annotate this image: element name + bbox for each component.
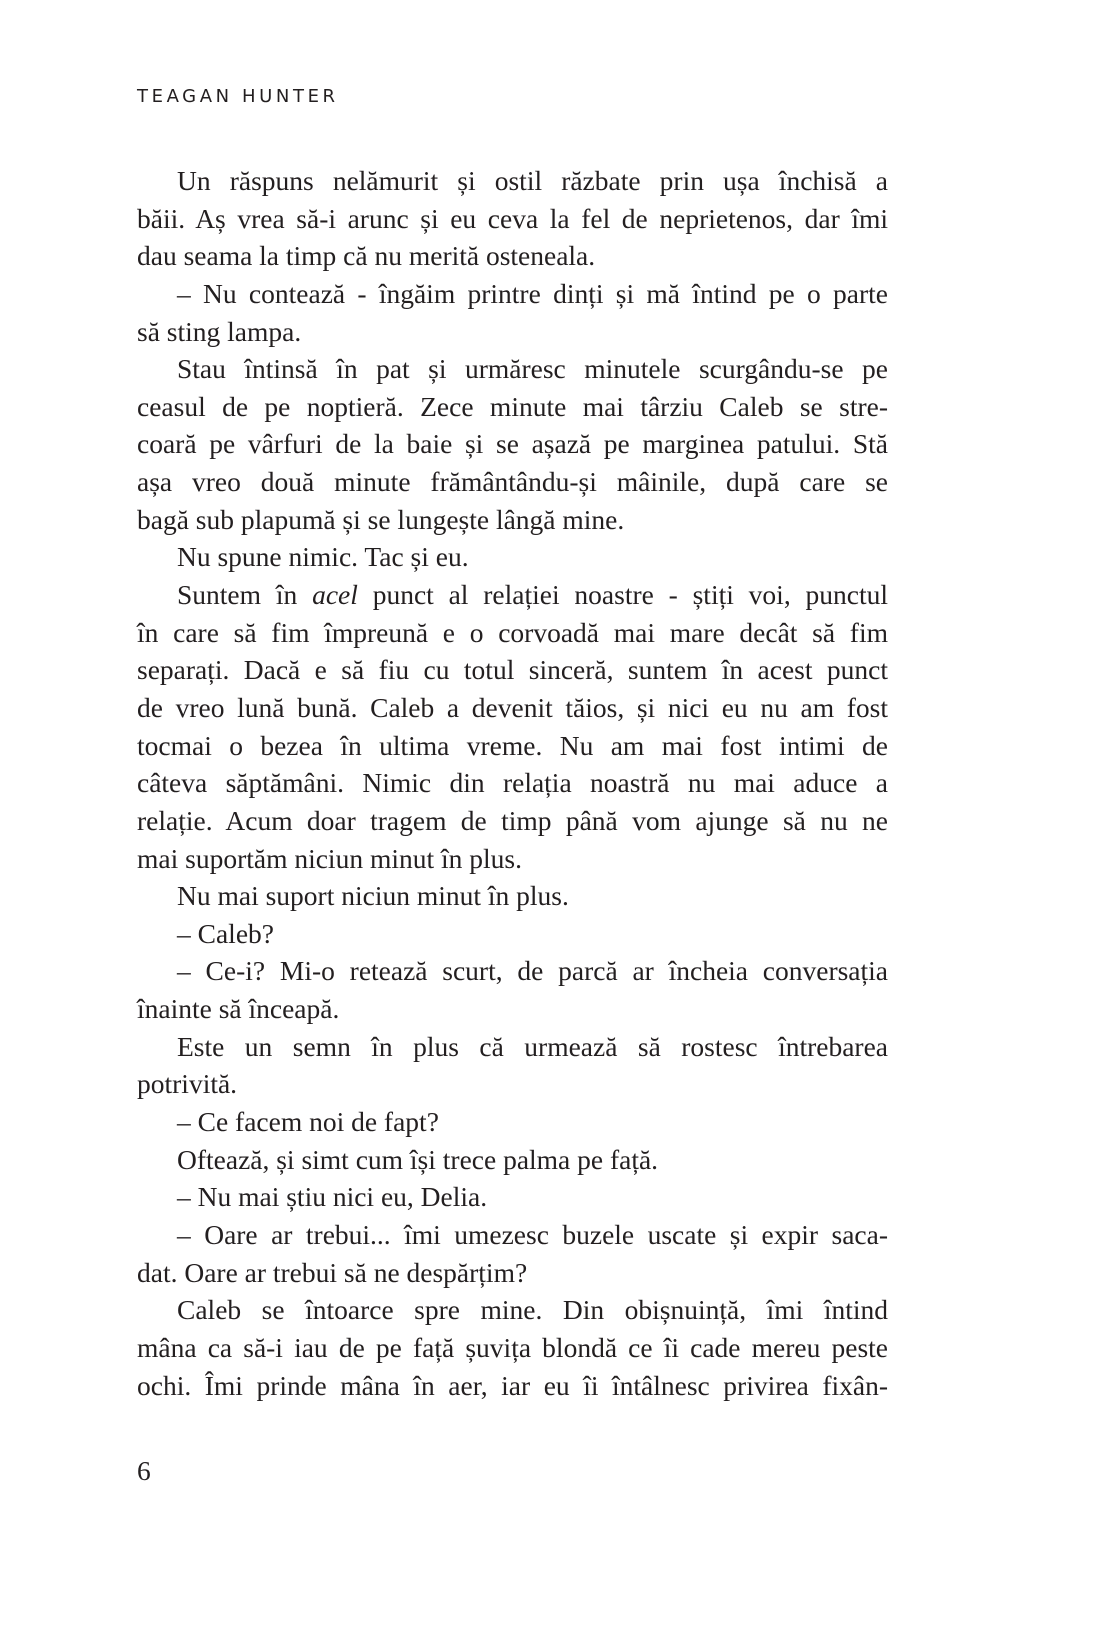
text-line: – Nu contează - îngăim printre dinți și mă întind pe o parte [177,277,888,309]
paragraph [137,538,888,576]
text-line: în care să fim împreună e o corvoadă mai mare decât să fim [137,616,888,648]
text-line: mai suportăm niciun minut în plus. [137,842,522,874]
running-head-author: TEAGAN HUNTER [137,86,339,107]
text-line: înainte să înceapă. [137,993,340,1025]
text-segment: Suntem în [177,579,313,611]
body-text [137,162,888,1404]
text-line: ceasul de pe noptieră. Zece minute mai târziu Caleb se stre- [137,390,888,422]
paragraph [137,952,888,1027]
text-line: să sting lampa. [137,315,302,347]
text-line: ochi. Îmi prinde mâna în aer, iar eu îi întâlnesc privirea fixân- [137,1369,888,1401]
paragraph [137,1216,888,1291]
text-line: băii. Aș vrea să-i arunc și eu ceva la fel de neprietenos, dar îmi [137,202,888,234]
text-line: Caleb se întoarce spre mine. Din obișnuință, îmi întind [177,1294,888,1326]
text-line: separați. Dacă e să fiu cu totul sinceră, suntem în acest punct [137,654,888,686]
paragraph [137,1291,888,1404]
page-number: 6 [137,1455,151,1486]
text-line: dat. Oare ar trebui să ne despărțim? [137,1256,528,1288]
text-line: mâna ca să-i iau de pe față șuvița blondă ce îi cade mereu peste [137,1331,888,1363]
paragraph [137,1178,888,1216]
text-line: – Oare ar trebui... îmi umezesc buzele uscate și expir saca- [177,1218,888,1250]
text-line: – Ce facem noi de fapt? [177,1106,439,1138]
text-line: relație. Acum doar tragem de timp până vom ajunge să nu ne [137,804,888,836]
text-line: – Ce-i? Mi-o retează scurt, de parcă ar încheia conversația [177,955,888,987]
text-line: Un răspuns nelămurit și ostil răzbate prin ușa închisă a [177,165,888,196]
text-line: – Nu mai știu nici eu, Delia. [177,1181,488,1213]
text-line: Este un semn în plus că urmează să rostesc întrebarea [177,1030,888,1062]
paragraph [137,1103,888,1141]
text-line: tocmai o bezea în ultima vreme. Nu am mai fost intimi de [137,729,888,761]
text-line: Stau întinsă în pat și urmăresc minutele scurgându-se pe [177,353,888,385]
paragraph [137,275,888,350]
italic-word: acel [312,579,358,611]
paragraph [137,915,888,953]
text-line: de vreo lună bună. Caleb a devenit tăios, și nici eu nu am fost [137,691,888,723]
text-line: – Caleb? [177,917,274,949]
text-line: dau seama la timp că nu merită osteneala. [137,240,596,272]
text-line: Nu spune nimic. Tac și eu. [177,541,469,573]
paragraph [137,877,888,915]
text-line: câteva săptămâni. Nimic din relația noastră nu mai aduce a [137,767,888,799]
text-segment: punct al relației noastre - știți voi, punctul [357,579,889,611]
paragraph [137,162,888,275]
text-line: Oftează, și simt cum își trece palma pe față. [177,1143,659,1175]
paragraph [137,1028,888,1103]
text-line: potrivită. [137,1068,238,1100]
paragraph [137,1141,888,1179]
paragraph [137,350,888,538]
text-line: așa vreo două minute frământându-și mâinile, după care se [137,466,888,498]
paragraph [137,576,888,877]
text-line: Nu mai suport niciun minut în plus. [177,880,569,912]
text-line [137,576,888,614]
text-line: coară pe vârfuri de la baie și se așază pe marginea patului. Stă [137,428,888,460]
text-line: bagă sub plapumă și se lungește lângă mine. [137,503,625,535]
